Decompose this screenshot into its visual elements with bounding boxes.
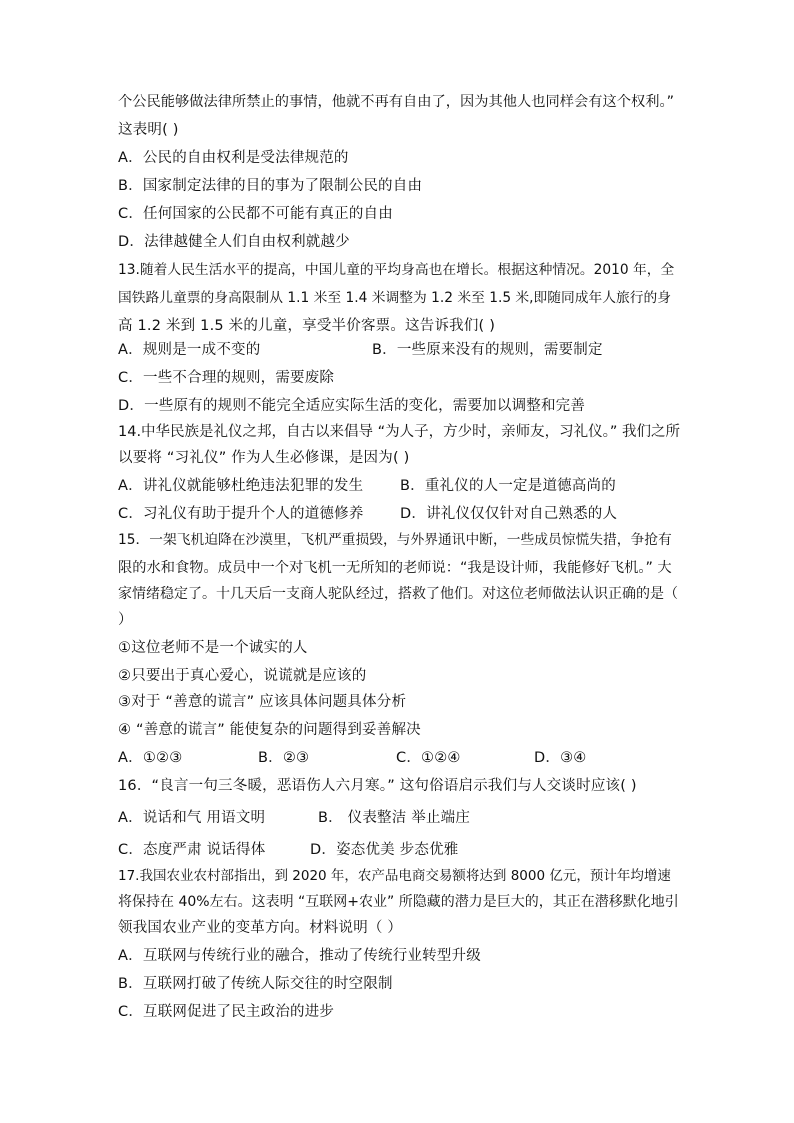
q15-stem-line-3: 家情绪稳定了。十几天后一支商人驼队经过，搭救了他们。对这位老师做法认识正确的是（ (118, 586, 678, 602)
q16-option-a: A．说话和气 用语文明 (118, 810, 266, 826)
q14-option-c: C．习礼仪有助于提升个人的道德修养 (118, 506, 364, 522)
q15-option-c: C．①②④ (396, 750, 461, 766)
q13-option-d: D．一些原有的规则不能完全适应实际生活的变化，需要加以调整和完善 (118, 398, 586, 414)
q16-option-d: D．姿态优美 步态优雅 (310, 842, 459, 858)
q14-option-a: A．讲礼仪就能够杜绝违法犯罪的发生 (118, 478, 364, 494)
q15-option-b: B．②③ (258, 750, 310, 766)
q17-option-a: A．互联网与传统行业的融合，推动了传统行业转型升级 (118, 948, 481, 964)
intro-line-2: 这表明( ) (118, 122, 179, 138)
q17-option-b: B．互联网打破了传统人际交往的时空限制 (118, 976, 393, 992)
q12-option-c: C．任何国家的公民都不可能有真正的自由 (118, 206, 393, 222)
q13-option-c: C．一些不合理的规则，需要废除 (118, 370, 335, 386)
q15-stem-line-2: 限的水和食物。成员中一个对飞机一无所知的老师说：“我是设计师，我能修好飞机。” 大 (118, 560, 672, 576)
q15-option-d: D．③④ (534, 750, 587, 766)
q14-stem-line-2: 以要将 “习礼仪” 作为人生必修课，是因为( ) (118, 450, 410, 466)
q15-stem-line-4: ） (118, 612, 133, 628)
q15-statement-4: ④ “善意的谎言” 能使复杂的问题得到妥善解决 (118, 722, 421, 738)
q14-option-b: B．重礼仪的人一定是道德高尚的 (400, 478, 616, 494)
q16-stem: 16．“良言一句三冬暖，恶语伤人六月寒。” 这句俗语启示我们与人交谈时应该( ) (118, 778, 637, 794)
q13-stem-line-1: 13.随着人民生活水平的提高，中国儿童的平均身高也在增长。根据这种情况。2010 年，全 (118, 262, 675, 278)
q16-option-c: C．态度严肃 说话得体 (118, 842, 266, 858)
q17-option-c: C．互联网促进了民主政治的进步 (118, 1004, 335, 1020)
q12-option-b: B．国家制定法律的目的事为了限制公民的自由 (118, 178, 423, 194)
q14-stem-line-1: 14.中华民族是礼仪之邦，自古以来倡导 “为人子，方少时，亲师友，习礼仪。” 我们之所 (118, 424, 681, 440)
q17-stem-line-2: 将保持在 40%左右。这表明 “互联网+农业” 所隐藏的潜力是巨大的，其正在潜移默化地引 (118, 894, 679, 910)
q15-statement-1: ①这位老师不是一个诚实的人 (118, 640, 308, 656)
q16-option-b: B． 仪表整洁 举止端庄 (318, 810, 471, 826)
q12-option-d: D．法律越健全人们自由权利就越少 (118, 234, 350, 250)
intro-line-1: 个公民能够做法律所禁止的事情，他就不再有自由了，因为其他人也同样会有这个权利。” (118, 94, 675, 110)
q13-stem-line-2: 国铁路儿童票的身高限制从 1.1 米至 1.4 米调整为 1.2 米至 1.5 米,即随同成年人旅行的身 (118, 290, 672, 306)
q14-option-d: D．讲礼仪仅仅针对自己熟悉的人 (400, 506, 618, 522)
q13-option-b: B．一些原来没有的规则，需要制定 (372, 342, 603, 358)
q13-stem-line-3: 高 1.2 米到 1.5 米的儿童，享受半价客票。这告诉我们( ) (118, 318, 496, 334)
q15-option-a: A．①②③ (118, 750, 183, 766)
q13-option-a: A．规则是一成不变的 (118, 342, 261, 358)
q15-statement-3: ③对于 “善意的谎言” 应该具体问题具体分析 (118, 694, 407, 710)
q12-option-a: A．公民的自由权利是受法律规范的 (118, 150, 349, 166)
q17-stem-line-1: 17.我国农业农村部指出，到 2020 年，农产品电商交易额将达到 8000 亿元，预计年均增速 (118, 868, 671, 884)
q15-stem-line-1: 15．一架飞机迫降在沙漠里，飞机严重损毁，与外界通讯中断，一些成员惊慌失措，争抢有 (118, 532, 672, 548)
q17-stem-line-3: 领我国农业产业的变革方向。材料说明（ ） (118, 920, 403, 936)
q15-statement-2: ②只要出于真心爱心，说谎就是应该的 (118, 668, 367, 684)
